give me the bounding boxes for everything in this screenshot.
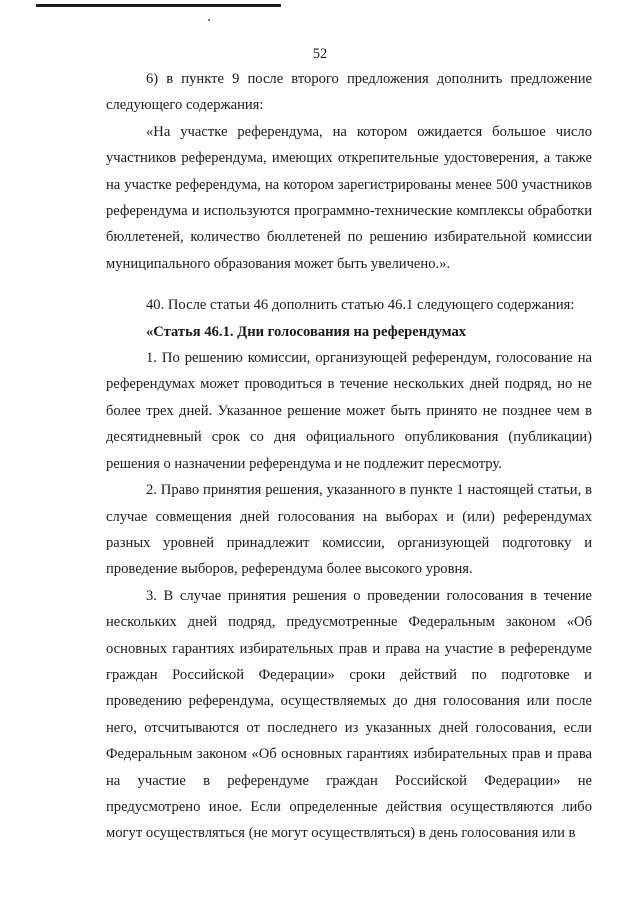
page-number: 52 (312, 46, 328, 62)
paragraph-item-40: 40. После статьи 46 дополнить статью 46.1 следующего содержания: (146, 297, 575, 314)
article-heading: «Статья 46.1. Дни голосования на референдумах (146, 323, 467, 340)
paragraph-quoted-amendment: «На участке референдума, на котором ожидается большое число участников референдума, имеющих открепительные удостоверения, а также на участке референдума, на котором зарегистрированы менее 500 участников референдума и используются программно-технические комплексы обработки бюллетеней, количество бюллетеней по решению избирательной комиссии муниципального образования может быть увеличено.». (106, 123, 592, 272)
document-body (106, 66, 592, 847)
paragraph-clause-3: 3. В случае принятия решения о проведении голосования в течение нескольких дней подряд, предусмотренные Федеральным законом «Об основных гарантиях избирательных прав и права на участие в референдуме граждан Российской Федерации» сроки действий по подготовке и проведению референдума, осуществляемых до дня голосования или после него, отсчитываются от последнего из указанных дней голосования, если Федеральным законом «Об основных гарантиях избирательных прав и права на участие в референдуме граждан Российской Федерации» не предусмотрено иное. Если определенные действия осуществляются либо могут осуществляться (не могут осуществляться) в день голосования или в (106, 587, 592, 842)
paragraph-clause-2: 2. Право принятия решения, указанного в пункте 1 настоящей статьи, в случае совмещения дней голосования на выборах и (или) референдумах разных уровней принадлежит комиссии, организующей подготовку и проведение выборов, референдума более высокого уровня. (106, 482, 592, 578)
paragraph-clause-1: 1. По решению комиссии, организующей референдум, голосование на референдумах может проводиться в течение нескольких дней подряд, но не более трех дней. Указанное решение может быть принято не позднее чем в десятидневный срок со дня официального опубликования (публикации) решения о назначении референдума и не подлежит пересмотру. (106, 350, 592, 472)
scan-edge-bar (36, 4, 281, 7)
paragraph-item-6: 6) в пункте 9 после второго предложения дополнить предложение следующего содержания: (106, 71, 592, 114)
scan-speck (208, 19, 210, 21)
